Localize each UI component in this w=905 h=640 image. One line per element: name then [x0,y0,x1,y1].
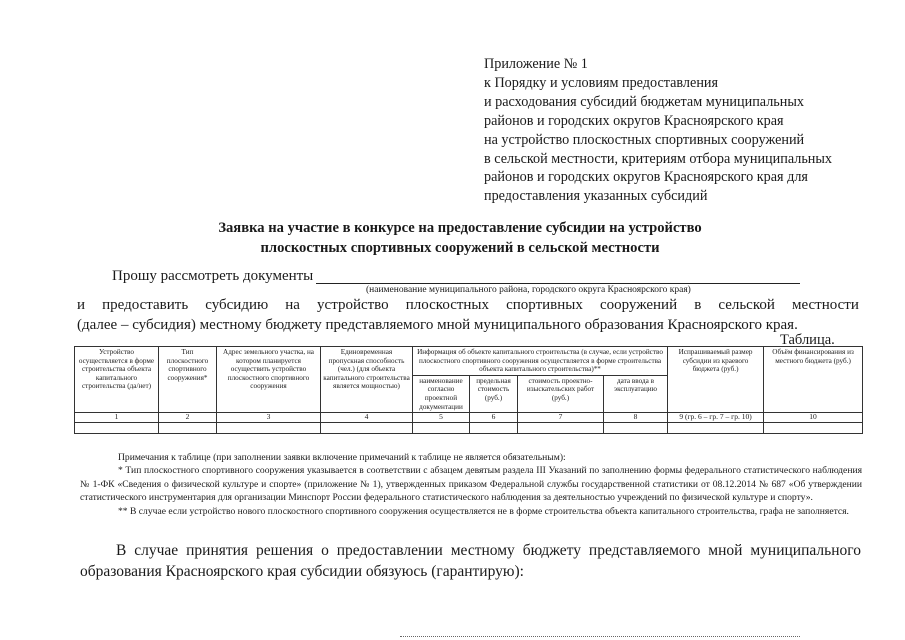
title-line-2: плоскостных спортивных сооружений в сельской местности [260,239,660,256]
table-cell[interactable] [604,423,668,434]
header-project-name: наименование согласно проектной документации [413,375,470,412]
appendix-line: к Порядку и условиям предоставления [484,74,719,91]
header-local-funding: Объём финансирования из местного бюджета (руб.) [764,347,863,413]
word: спортивных [506,297,583,313]
appendix-header [484,55,884,206]
table-notes [80,451,862,518]
table-label: Таблица. [780,332,835,348]
header-commission-date: дата ввода в эксплуатацию [604,375,668,412]
notes-intro: Примечания к таблице (при заполнении заявки включение примечаний к таблице не является обязательным): [118,452,566,463]
table-cell[interactable] [321,423,413,434]
column-number: 7 [518,413,604,423]
table-header-row [75,347,863,376]
word: местности [791,297,859,313]
word: в [694,297,702,313]
column-number: 8 [604,413,668,423]
application-table [74,346,863,434]
table-cell[interactable] [75,423,159,434]
paragraph-obligation: В случае принятия решения о предоставлении местному бюджету представляемого мной муниципального образования Красноярского края субсидии обязуюсь (гарантирую): [80,542,861,580]
paragraph-subsidy-line-1 [77,295,859,315]
appendix-line: районов и городских округов Красноярского края для [484,169,808,186]
column-number: 3 [217,413,321,423]
note-2: ** В случае если устройство нового плоскостного спортивного сооружения осуществляется не в форме строительства объекта капитального строительства, графа не заполняется. [118,505,849,517]
word: сооружений [599,297,678,313]
paragraph-subsidy-line-2: (далее – субсидия) местному бюджету представляемого мной муниципального образования Красноярского края. [77,317,798,333]
appendix-line: районов и городских округов Красноярского края [484,112,784,129]
word: сельской [718,297,775,313]
table-cell[interactable] [764,423,863,434]
appendix-line: Приложение № 1 [484,56,588,72]
appendix-line: на устройство плоскостных спортивных сооружений [484,131,805,148]
document-title [60,219,860,258]
header-facility-type: Тип плоскостного спортивного сооружения* [159,347,217,413]
column-number: 9 (гр. 6 – гр. 7 – гр. 10) [668,413,764,423]
table-row [75,423,863,434]
table-cell[interactable] [518,423,604,434]
appendix-line: и расходования субсидий бюджетам муниципальных [484,93,804,110]
word: субсидию [205,297,269,313]
column-number: 1 [75,413,159,423]
municipality-hint: (наименование муниципального района, городского округа Красноярского края) [366,285,691,295]
appendix-line: в сельской местности, критериям отбора муниципальных [484,150,833,167]
word: плоскостных [405,297,490,313]
paragraph-subsidy [77,295,859,335]
header-max-cost: предельная стоимость (руб.) [470,375,518,412]
table-cell[interactable] [470,423,518,434]
appendix-line: предоставления указанных субсидий [484,188,708,205]
column-number: 5 [413,413,470,423]
table-cell[interactable] [413,423,470,434]
title-line-1: Заявка на участие в конкурсе на предоставление субсидии на устройство [218,220,702,236]
word: устройство [317,297,389,313]
table-number-row [75,413,863,423]
table-cell[interactable] [159,423,217,434]
municipality-fill-line[interactable] [316,283,800,284]
request-text: Прошу рассмотреть документы [112,268,314,284]
header-capital-object-info: Информация об объекте капитального строительства (в случае, если устройство плоскостного спортивного сооружения осуществляется в форме строительства объекта капитального строительства)** [413,347,668,376]
header-requested-subsidy: Испрашиваемый размер субсидии из краевого бюджета (руб.) [668,347,764,413]
header-design-cost: стоимость проектно-изыскательских работ (руб.) [518,375,604,412]
column-number: 2 [159,413,217,423]
column-number: 6 [470,413,518,423]
header-land-address: Адрес земельного участка, на котором планируется осуществить устройство плоскостного спортивного сооружения [217,347,321,413]
table-cell[interactable] [217,423,321,434]
column-number: 10 [764,413,863,423]
page-bottom-rule [400,636,800,637]
word: предоставить [102,297,189,313]
header-capacity: Единовременная пропускная способность (чел.) (для объекта капитального строительства является мощностью) [321,347,413,413]
table-cell[interactable] [668,423,764,434]
word: и [77,297,86,313]
column-number: 4 [321,413,413,423]
word: на [285,297,300,313]
note-1: * Тип плоскостного спортивного сооружения указывается в соответствии с абзацем девятым раздела III Указаний по заполнению формы федерального статистического наблюдения № 1-ФК «Сведения о физической культуре и спорте» (приложение № 1), утвержденных приказом Федеральной службы государственной статистики от 08.12.2014 № 687 «Об утверждении статистического инструментария для организации Минспорт России федерального статистического наблюдения за деятельностью учреждений по физической культуре и спорту». [80,465,862,504]
header-construction-form: Устройство осуществляется в форме строительства объекта капитального строительства (да/нет) [75,347,159,413]
